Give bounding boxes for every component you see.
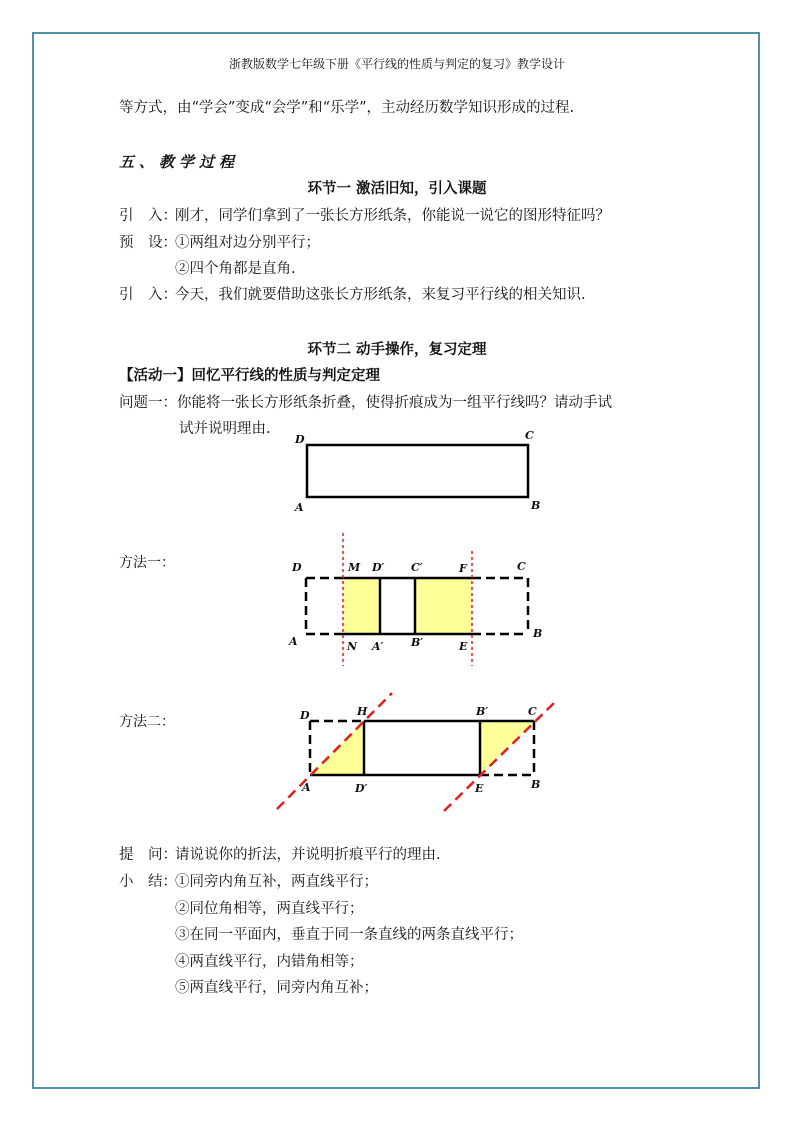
- line-text: 今天，我们就要借助这张长方形纸条，来复习平行线的相关知识.: [175, 287, 586, 303]
- line-text: 刚才，同学们拿到了一张长方形纸条，你能说一说它的图形特征吗？: [175, 208, 610, 224]
- fold-line-EC: [444, 701, 556, 811]
- method1-label: 方法一：: [119, 555, 175, 571]
- section-title: 五、教学过程: [119, 153, 240, 171]
- summary-label: 小 结：: [119, 874, 177, 890]
- prompt-label: 提 问：: [119, 847, 177, 863]
- method2-label: 方法二：: [119, 714, 175, 730]
- activity-title: 【活动一】回忆平行线的性质与判定定理: [119, 367, 380, 384]
- label-B: B: [531, 778, 541, 791]
- label-D: D: [295, 433, 305, 446]
- label-C-prime: C′: [411, 561, 423, 574]
- summary-item: ⑤两直线平行，同旁内角互补；: [175, 980, 378, 996]
- line-label: 预 设：: [119, 235, 177, 251]
- label-D-prime: D′: [355, 782, 368, 795]
- summary-item: ②同位角相等，两直线平行；: [175, 901, 364, 917]
- part2-title: 环节二 动手操作，复习定理: [307, 341, 487, 358]
- label-A: A: [295, 501, 304, 514]
- label-C: C: [528, 705, 537, 718]
- line-label: 引 入：: [119, 287, 177, 303]
- question-label: 问题一：: [119, 395, 177, 411]
- label-B: B: [531, 499, 541, 512]
- fold-line-AH: [277, 693, 392, 809]
- label-E: E: [459, 640, 468, 653]
- label-B-prime: B′: [476, 705, 489, 718]
- label-N: N: [347, 640, 358, 653]
- part1-line-3: ②四个角都是直角.: [175, 261, 296, 277]
- label-F: F: [459, 562, 467, 575]
- label-C: C: [525, 429, 534, 442]
- summary-item: ④两直线平行，内错角相等；: [175, 954, 364, 970]
- label-H: H: [357, 705, 368, 718]
- label-D-prime: D′: [372, 561, 385, 574]
- prompt-line: [119, 845, 441, 865]
- label-A: A: [289, 635, 298, 648]
- label-D: D: [300, 709, 310, 722]
- label-D: D: [292, 561, 302, 574]
- prompt-text: 请说说你的折法，并说明折痕平行的理由.: [175, 847, 441, 863]
- label-A-prime: A′: [372, 640, 384, 653]
- intro-line: 等方式，由“学会”变成“会学”和“乐学”，主动经历数学知识形成的过程.: [119, 100, 575, 116]
- label-C: C: [517, 560, 526, 573]
- label-M: M: [348, 561, 361, 574]
- summary-item: ①同旁内角互补，两直线平行；: [175, 874, 378, 890]
- label-A: A: [302, 781, 311, 794]
- summary-item: ③在同一平面内，垂直于同一条直线的两条直线平行；: [175, 927, 523, 943]
- question-text: 你能将一张长方形纸条折叠，使得折痕成为一组平行线吗？请动手试: [177, 395, 612, 411]
- part1-title: 环节一 激活旧知，引入课题: [307, 180, 487, 197]
- label-B-prime: B′: [411, 636, 424, 649]
- label-E: E: [475, 782, 484, 795]
- label-B: B: [533, 627, 543, 640]
- summary-line-1: [119, 872, 378, 892]
- question-line-2: 试并说明理由.: [179, 421, 271, 437]
- line-label: 引 入：: [119, 208, 177, 224]
- page-header: 浙教版数学七年级下册《平行线的性质与判定的复习》教学设计: [228, 57, 565, 71]
- line-text: ①两组对边分别平行；: [175, 235, 320, 251]
